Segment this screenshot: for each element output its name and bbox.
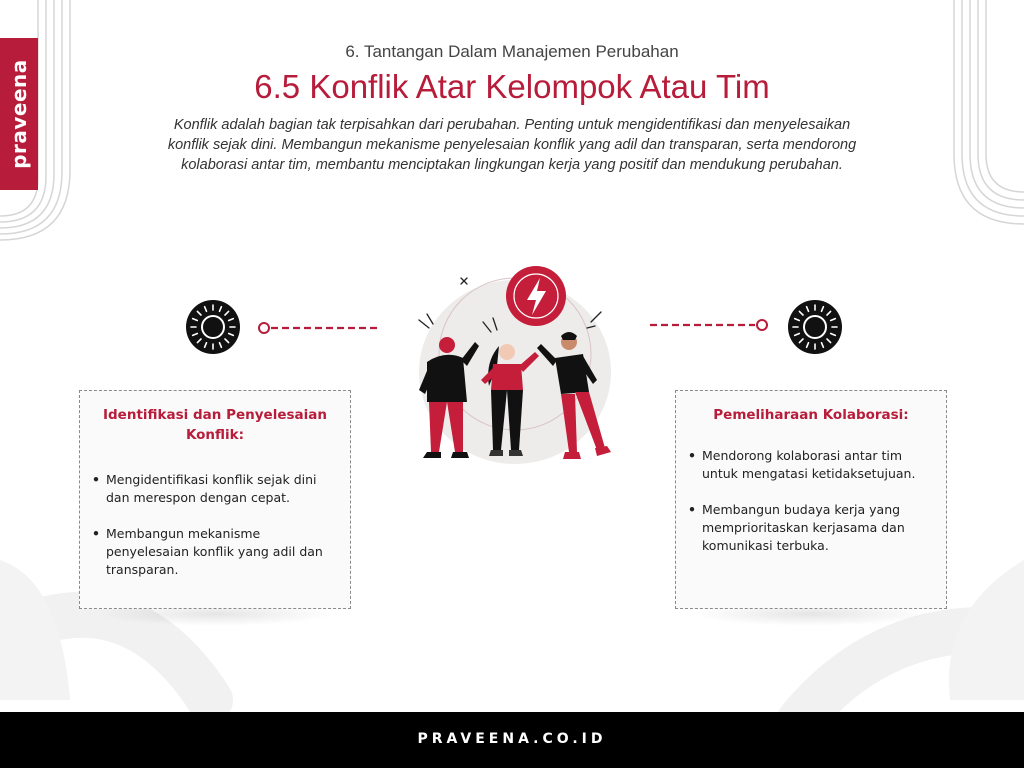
footer-bar: [0, 712, 1024, 768]
card-list-identification: [90, 471, 340, 579]
card-heading-collaboration: Pemeliharaan Kolaborasi:: [713, 407, 909, 423]
section-subtitle: 6. Tantangan Dalam Manajemen Perubahan: [345, 42, 679, 61]
list-item: • Membangun budaya kerja yang memprioritaskan kerjasama dan komunikasi terbuka.: [686, 501, 936, 555]
lightning-icon: [506, 266, 566, 326]
intro-paragraph: Konflik adalah bagian tak terpisahkan dari perubahan. Penting untuk mengidentifikasi dan menyelesaikan konflik sejak dini. Membangun mekanisme penyelesaian konflik yang adil dan transparan, serta mendorong kolaborasi antar tim, membantu menciptakan lingkungan kerja yang positif dan mendukung perubahan.: [167, 117, 857, 173]
footer-url[interactable]: PRAVEENA.CO.ID: [417, 731, 607, 747]
list-item: • Mendorong kolaborasi antar tim untuk mengatasi ketidaksetujuan.: [686, 447, 936, 483]
list-item: • Membangun mekanisme penyelesaian konflik yang adil dan transparan.: [90, 525, 340, 579]
brand-logo-text: praveena: [7, 59, 31, 169]
connector-right: [648, 317, 770, 333]
conflict-illustration: [405, 262, 615, 467]
sun-icon-left: [185, 299, 241, 355]
connector-left: [256, 320, 382, 336]
card-heading-identification: Identifikasi dan Penyelesaian Konflik:: [103, 407, 327, 443]
sun-icon-right: [787, 299, 843, 355]
card-list-collaboration: [686, 447, 936, 555]
card-collaboration: [675, 390, 947, 609]
page-title: 6.5 Konflik Atar Kelompok Atau Tim: [254, 68, 770, 105]
card-identification: [79, 390, 351, 609]
list-item: • Mengidentifikasi konflik sejak dini dan merespon dengan cepat.: [90, 471, 340, 507]
